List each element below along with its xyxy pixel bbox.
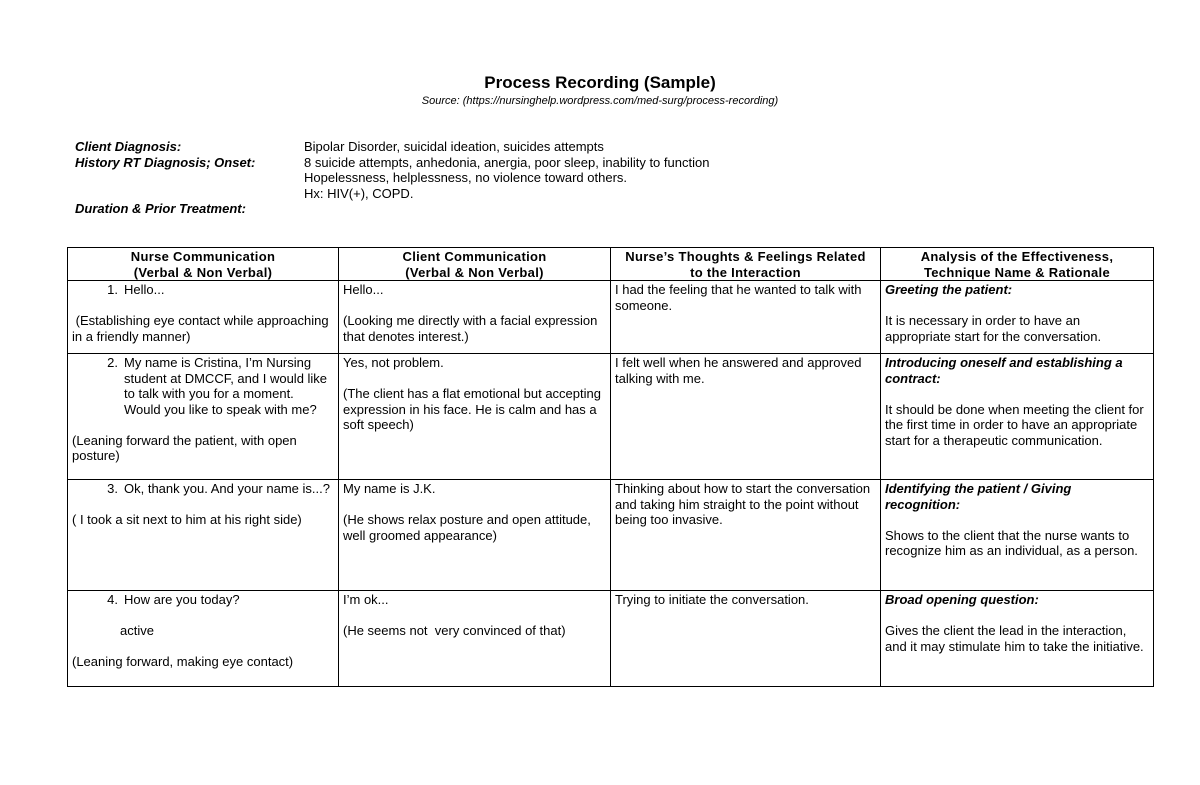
client-info xyxy=(75,139,709,217)
history-row xyxy=(75,155,709,202)
client-nonverbal: (Looking me directly with a facial expression that denotes interest.) xyxy=(343,313,598,344)
table-row xyxy=(68,591,1154,687)
technique-name: Broad opening question: xyxy=(885,592,1039,607)
client-nonverbal: (He seems not very convinced of that) xyxy=(343,623,566,638)
nurse-communication-cell xyxy=(68,354,339,480)
client-diagnosis-label: Client Diagnosis: xyxy=(75,139,182,154)
client-communication-cell xyxy=(339,354,611,480)
technique-name: Greeting the patient: xyxy=(885,282,1013,297)
process-recording-table xyxy=(67,247,1154,687)
nurse-statement: Ok, thank you. And your name is...? xyxy=(124,481,330,496)
technique-rationale: It is necessary in order to have an appropriate start for the conversation. xyxy=(885,313,1102,344)
table-row xyxy=(68,281,1154,354)
row-number: 2. xyxy=(107,355,118,370)
nurse-thoughts-cell xyxy=(611,281,881,354)
nurse-thoughts: Thinking about how to start the conversation and taking him straight to the point without being too invasive. xyxy=(615,481,871,527)
client-diagnosis-value: Bipolar Disorder, suicidal ideation, suicides attempts xyxy=(304,139,604,154)
technique-name: Introducing oneself and establishing a contract: xyxy=(885,355,1123,386)
nurse-communication-cell xyxy=(68,591,339,687)
source-citation: Source: (https://nursinghelp.wordpress.com/med-surg/process-recording) xyxy=(421,95,779,107)
header-client-communication: Client Communication (Verbal & Non Verbal) xyxy=(339,248,611,281)
technique-rationale: Shows to the client that the nurse wants to recognize him as an individual, as a person. xyxy=(885,527,1138,558)
analysis-cell xyxy=(881,480,1154,591)
client-communication-cell xyxy=(339,591,611,687)
header-nurse-thoughts: Nurse’s Thoughts & Feelings Related to the Interaction xyxy=(611,248,881,281)
nurse-thoughts: I had the feeling that he wanted to talk with someone. xyxy=(615,282,862,313)
client-nonverbal: (He shows relax posture and open attitude, well groomed appearance) xyxy=(343,512,591,543)
row-number: 1. xyxy=(107,282,118,297)
history-label: History RT Diagnosis; Onset: xyxy=(75,154,256,170)
duration-row xyxy=(75,201,709,217)
nurse-technique-note: active xyxy=(120,623,154,638)
nurse-thoughts: Trying to initiate the conversation. xyxy=(615,592,809,607)
client-communication-cell xyxy=(339,480,611,591)
analysis-cell xyxy=(881,591,1154,687)
client-statement: I’m ok... xyxy=(343,592,389,607)
header-nurse-communication: Nurse Communication (Verbal & Non Verbal) xyxy=(68,248,339,281)
client-statement: Hello... xyxy=(343,282,384,297)
analysis-cell xyxy=(881,281,1154,354)
table-row xyxy=(68,354,1154,480)
nurse-communication-cell xyxy=(68,480,339,591)
nurse-nonverbal: (Establishing eye contact while approaching in a friendly manner) xyxy=(72,313,333,344)
nurse-thoughts-cell xyxy=(611,354,881,480)
row-number: 4. xyxy=(107,592,118,607)
history-line: 8 suicide attempts, anhedonia, anergia, poor sleep, inability to function xyxy=(304,154,710,170)
page-title: Process Recording (Sample) xyxy=(484,73,716,92)
table-header-row xyxy=(68,248,1154,281)
nurse-nonverbal: ( I took a sit next to him at his right side) xyxy=(72,512,302,527)
nurse-statement: My name is Cristina, I’m Nursing student at DMCCF, and I would like to talk with you for a moment. Would you like to speak with me? xyxy=(124,355,328,417)
client-nonverbal: (The client has a flat emotional but accepting expression in his face. He is calm and has a soft speech) xyxy=(343,386,601,432)
analysis-cell xyxy=(881,354,1154,480)
client-diagnosis-row xyxy=(75,139,709,155)
duration-label: Duration & Prior Treatment: xyxy=(75,201,246,216)
client-statement: Yes, not problem. xyxy=(343,355,444,370)
history-value xyxy=(304,155,709,202)
history-line: Hx: HIV(+), COPD. xyxy=(304,185,414,201)
nurse-thoughts-cell xyxy=(611,480,881,591)
row-number: 3. xyxy=(107,481,118,496)
client-statement: My name is J.K. xyxy=(343,481,436,496)
nurse-thoughts: I felt well when he answered and approved talking with me. xyxy=(615,355,862,386)
nurse-statement: How are you today? xyxy=(124,592,240,607)
history-line: Hopelessness, helplessness, no violence toward others. xyxy=(304,170,628,185)
client-communication-cell xyxy=(339,281,611,354)
header-analysis: Analysis of the Effectiveness, Technique Name & Rationale xyxy=(881,248,1154,281)
technique-rationale: Gives the client the lead in the interaction, and it may stimulate him to take the initiative. xyxy=(885,623,1144,654)
technique-rationale: It should be done when meeting the client for the first time in order to have an appropriate start for a therapeutic communication. xyxy=(885,401,1144,448)
nurse-communication-cell xyxy=(68,281,339,354)
nurse-nonverbal: (Leaning forward the patient, with open posture) xyxy=(72,432,297,463)
nurse-nonverbal: (Leaning forward, making eye contact) xyxy=(72,654,294,669)
table-row xyxy=(68,480,1154,591)
technique-name: Identifying the patient / Giving recognition: xyxy=(885,481,1072,512)
nurse-statement: Hello... xyxy=(124,282,165,297)
nurse-thoughts-cell xyxy=(611,591,881,687)
